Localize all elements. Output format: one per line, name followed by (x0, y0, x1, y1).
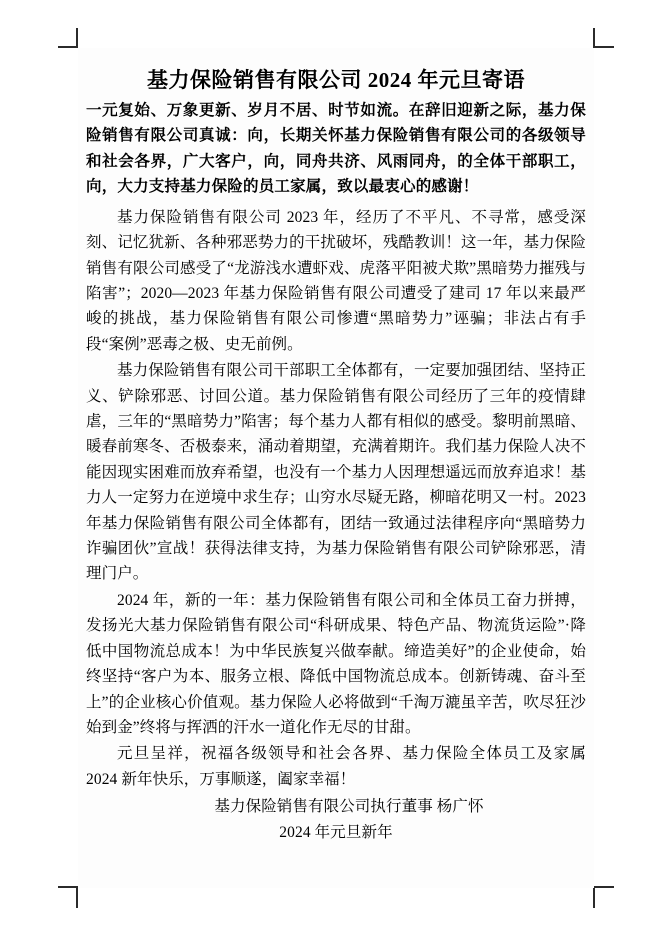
signature-name: 基力保险销售有限公司执行董事 杨广怀 (214, 798, 484, 816)
lead-paragraph: 一元复始、万象更新、岁月不居、时节如流。在辞旧迎新之际，基力保险销售有限公司真诚：向，长期关怀基力保险销售有限公司的各级领导和社会各界，广大客户，向，同舟共济、风雨同舟，的全体干部职工，向，大力支持基力保险的员工家属，致以最衷心的感谢！ (86, 102, 586, 195)
crop-mark-bottom-right-v (593, 888, 595, 908)
signature-block (86, 794, 586, 845)
crop-mark-top-right-v (593, 28, 595, 48)
paragraph-4: 元旦呈祥，祝福各级领导和社会各界、基力保险全体员工及家属 2024 新年快乐，万事顺遂，阖家幸福！ (86, 745, 586, 788)
paragraph-1: 基力保险销售有限公司 2023 年，经历了不平凡、不寻常，感受深刻、记忆犹新、各种邪恶势力的干扰破坏，残酷教训！这一年，基力保险销售有限公司感受了“龙游浅水遭虾戏、虎落平阳被犬欺”黑暗势力摧残与陷害”；2020—2023 年基力保险销售有限公司遭受了建司 17 年以来最严峻的挑战，基力保险销售有限公司惨遭“黑暗势力”诬骗；非法占有手段“案例”恶毒之极、史无前例。 (86, 208, 586, 353)
crop-mark-bottom-right-h (594, 886, 614, 888)
signature-date: 2024 年元旦新年 (279, 823, 393, 841)
document-body (78, 48, 594, 888)
crop-mark-top-left-v (76, 28, 78, 48)
crop-mark-top-left-h (58, 46, 78, 48)
crop-mark-top-right-h (594, 46, 614, 48)
paragraph-3: 2024 年，新的一年：基力保险销售有限公司和全体员工奋力拼搏，发扬光大基力保险销售有限公司“科研成果、特色产品、物流货运险”·降低中国物流总成本！为中华民族复兴做奉献。缔造美好”的企业使命，始终坚持“客户为本、服务立根、降低中国物流总成本。创新铸魂、奋斗至上”的企业核心价值观。基力保险人必将做到“千淘万漉虽辛苦，吹尽狂沙始到金”终将与挥洒的汗水一道化作无尽的甘甜。 (86, 591, 586, 736)
paragraph-2: 基力保险销售有限公司干部职工全体都有，一定要加强团结、坚持正义、铲除邪恶、讨回公道。基力保险销售有限公司经历了三年的疫情肆虐，三年的“黑暗势力”陷害；每个基力人都有相似的感受。黎明前黑暗、暖春前寒冬、否极泰来，涌动着期望，充满着期许。我们基力保险人决不能因现实困难而放弃希望，也没有一个基力人因理想遥远而放弃追求！基力人一定努力在逆境中求生存；山穷水尽疑无路，柳暗花明又一村。2023 年基力保险销售有限公司全体都有，团结一致通过法律程序向“黑暗势力诈骗团伙”宣战！获得法律支持，为基力保险销售有限公司铲除邪恶，清理门户。 (86, 362, 586, 583)
page-title: 基力保险销售有限公司 2024 年元旦寄语 (147, 68, 525, 92)
crop-mark-bottom-left-h (58, 886, 78, 888)
crop-mark-bottom-left-v (76, 888, 78, 908)
